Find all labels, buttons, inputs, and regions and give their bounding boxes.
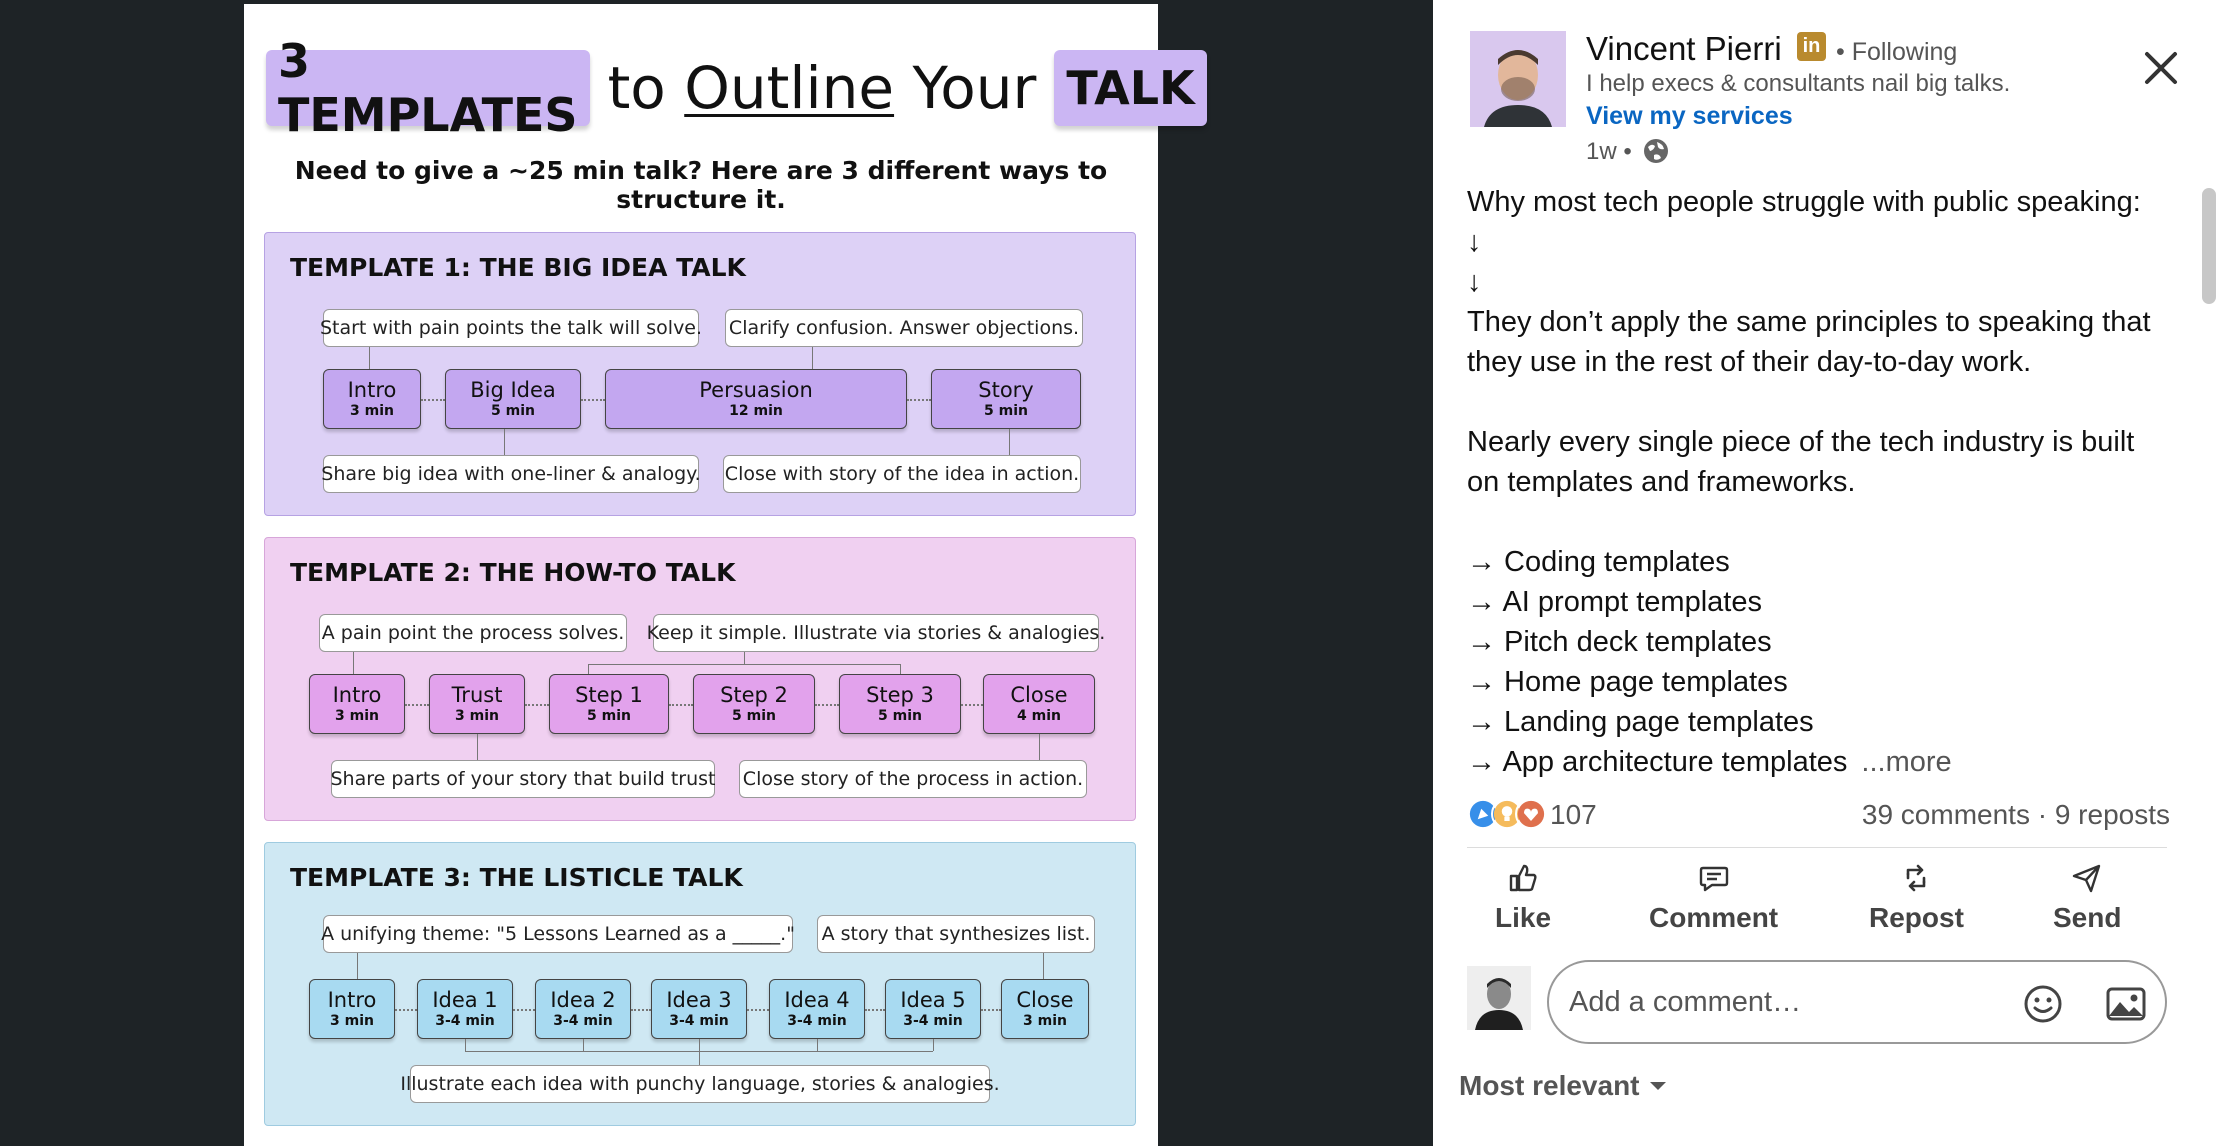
bottom-note: Close story of the process in action. bbox=[739, 760, 1087, 798]
connector bbox=[1009, 429, 1010, 455]
bottom-note: Close with story of the idea in action. bbox=[723, 455, 1081, 493]
divider bbox=[1467, 847, 2167, 848]
segment-time: 5 min bbox=[732, 708, 776, 724]
segment-name: Idea 2 bbox=[550, 988, 616, 1012]
post-line: ↓ bbox=[1467, 266, 1482, 298]
connector bbox=[477, 734, 478, 760]
segment-name: Story bbox=[978, 378, 1034, 402]
post-line: Nearly every single piece of the tech industry is built bbox=[1467, 426, 2135, 458]
post-line: → AI prompt templates bbox=[1467, 586, 1762, 618]
segment-time: 3 min bbox=[1023, 1013, 1067, 1029]
segment-box bbox=[839, 674, 961, 734]
segment-name: Step 2 bbox=[720, 683, 788, 707]
comment-sort-dropdown[interactable] bbox=[1459, 1070, 1668, 1102]
linkedin-premium-icon: in bbox=[1797, 32, 1826, 61]
see-more-link[interactable]: ...more bbox=[1861, 746, 1952, 778]
segment-box bbox=[651, 979, 747, 1039]
image-icon[interactable] bbox=[2103, 982, 2149, 1026]
send-label: Send bbox=[2053, 902, 2122, 933]
post-line bbox=[1467, 502, 2187, 542]
connector bbox=[900, 664, 901, 674]
view-services-link[interactable]: View my services bbox=[1586, 102, 1793, 130]
title-outline: Outline bbox=[684, 54, 895, 122]
segment-time: 3 min bbox=[455, 708, 499, 724]
bottom-note: Illustrate each idea with punchy language, stories & analogies. bbox=[410, 1065, 990, 1103]
segment-box bbox=[445, 369, 581, 429]
like-icon bbox=[1507, 862, 1539, 894]
title-to: to bbox=[607, 54, 685, 122]
repost-label: Repost bbox=[1869, 902, 1964, 933]
dotted-link bbox=[907, 399, 931, 401]
infographic-subtitle: Need to give a ~25 min talk? Here are 3 different ways to structure it. bbox=[294, 156, 1108, 214]
comments-reposts-count[interactable]: 39 comments · 9 reposts bbox=[1861, 799, 2170, 830]
connector bbox=[353, 652, 354, 674]
love-icon bbox=[1515, 798, 1547, 830]
dotted-link bbox=[513, 1009, 535, 1011]
segment-time: 5 min bbox=[491, 403, 535, 419]
connector bbox=[933, 1039, 934, 1051]
dotted-link bbox=[961, 704, 983, 706]
post-line: Why most tech people struggle with public speaking: bbox=[1467, 186, 2141, 218]
connector bbox=[465, 1039, 466, 1051]
title-middle-text bbox=[590, 54, 1055, 122]
post-line bbox=[1467, 382, 2187, 422]
segment-box bbox=[605, 369, 907, 429]
scrollbar-thumb[interactable] bbox=[2202, 188, 2216, 304]
author-headline: I help execs & consultants nail big talks. bbox=[1586, 70, 2011, 97]
post-image[interactable] bbox=[244, 4, 1195, 1146]
segment-box bbox=[983, 674, 1095, 734]
segment-box bbox=[1001, 979, 1089, 1039]
connector bbox=[369, 347, 370, 369]
reactions-summary[interactable] bbox=[1467, 796, 1539, 832]
template-3-panel bbox=[264, 842, 1136, 1126]
segment-box bbox=[429, 674, 525, 734]
title-highlight-talk: TALK bbox=[1054, 50, 1206, 126]
top-note: A story that synthesizes list. bbox=[817, 915, 1095, 953]
author-name[interactable]: Vincent Pierri bbox=[1586, 30, 1782, 67]
post-timestamp: 1w • bbox=[1586, 138, 1632, 165]
post-detail-panel bbox=[1433, 0, 2226, 1146]
segment-name: Step 3 bbox=[866, 683, 934, 707]
segment-time: 3 min bbox=[330, 1013, 374, 1029]
segment-time: 3 min bbox=[335, 708, 379, 724]
bottom-note: Share parts of your story that build trust bbox=[331, 760, 715, 798]
connector bbox=[744, 652, 745, 664]
repost-icon bbox=[1900, 862, 1932, 894]
reaction-count[interactable]: 107 bbox=[1550, 799, 1597, 830]
dotted-link bbox=[405, 704, 429, 706]
segment-box bbox=[309, 674, 405, 734]
post-line: → Landing page templates bbox=[1467, 706, 1814, 738]
dotted-link bbox=[631, 1009, 651, 1011]
top-note: Keep it simple. Illustrate via stories & analogies. bbox=[653, 614, 1099, 652]
comment-button[interactable] bbox=[1649, 862, 1778, 942]
connector bbox=[817, 1039, 818, 1051]
segment-time: 5 min bbox=[878, 708, 922, 724]
comment-icon bbox=[1698, 862, 1730, 894]
send-icon bbox=[2071, 862, 2103, 894]
post-line: ↓ bbox=[1467, 226, 1482, 258]
segment-box bbox=[931, 369, 1081, 429]
dotted-link bbox=[395, 1009, 417, 1011]
connector bbox=[583, 1039, 584, 1051]
segment-box bbox=[535, 979, 631, 1039]
template-2-panel bbox=[264, 537, 1136, 821]
connector bbox=[699, 1039, 700, 1065]
infographic-title bbox=[266, 34, 1195, 142]
segment-time: 3-4 min bbox=[787, 1013, 847, 1029]
bracket-line bbox=[588, 664, 901, 665]
segment-time: 3-4 min bbox=[903, 1013, 963, 1029]
connector bbox=[1039, 734, 1040, 760]
dotted-link bbox=[981, 1009, 1001, 1011]
segment-time: 4 min bbox=[1017, 708, 1061, 724]
post-line: → Pitch deck templates bbox=[1467, 626, 1772, 658]
segment-box bbox=[309, 979, 395, 1039]
author-avatar[interactable] bbox=[1470, 31, 1566, 127]
connector bbox=[357, 953, 358, 979]
post-line: they use in the rest of their day-to-day work. bbox=[1467, 346, 2032, 378]
author-avatar-image bbox=[1470, 31, 1566, 127]
connector bbox=[1043, 953, 1044, 979]
segment-box bbox=[323, 369, 421, 429]
comment-label: Comment bbox=[1649, 902, 1779, 933]
segment-name: Close bbox=[1016, 988, 1074, 1012]
segment-box bbox=[769, 979, 865, 1039]
dotted-link bbox=[421, 399, 445, 401]
bottom-note: Share big idea with one-liner & analogy. bbox=[323, 455, 699, 493]
template-title: TEMPLATE 3: THE LISTICLE TALK bbox=[290, 863, 743, 892]
dotted-link bbox=[747, 1009, 769, 1011]
post-line: They don’t apply the same principles to speaking that bbox=[1467, 306, 2151, 338]
top-note: A unifying theme: "5 Lessons Learned as a _____." bbox=[323, 915, 793, 953]
dotted-link bbox=[865, 1009, 885, 1011]
segment-time: 3-4 min bbox=[553, 1013, 613, 1029]
post-body bbox=[1467, 182, 2187, 782]
connector bbox=[812, 347, 813, 369]
dotted-link bbox=[581, 399, 605, 401]
segment-name: Idea 5 bbox=[900, 988, 966, 1012]
segment-box bbox=[693, 674, 815, 734]
connector bbox=[504, 429, 505, 455]
title-highlight-templates: 3 TEMPLATES bbox=[266, 50, 590, 126]
current-user-avatar[interactable] bbox=[1467, 966, 1531, 1030]
segment-name: Trust bbox=[451, 683, 503, 707]
send-button[interactable] bbox=[2053, 862, 2121, 942]
segment-name: Intro bbox=[327, 988, 377, 1012]
segment-name: Idea 1 bbox=[432, 988, 498, 1012]
emoji-icon[interactable] bbox=[2021, 982, 2065, 1026]
segment-name: Close bbox=[1010, 683, 1068, 707]
segment-name: Step 1 bbox=[575, 683, 643, 707]
top-note: Start with pain points the talk will solve. bbox=[323, 309, 699, 347]
template-title: TEMPLATE 1: THE BIG IDEA TALK bbox=[290, 253, 746, 282]
connector bbox=[588, 664, 589, 674]
template-1-panel bbox=[264, 232, 1136, 516]
globe-icon bbox=[1642, 137, 1670, 165]
segment-box bbox=[885, 979, 981, 1039]
repost-button[interactable] bbox=[1869, 862, 1964, 942]
caret-down-icon bbox=[1648, 1079, 1668, 1093]
top-note: Clarify confusion. Answer objections. bbox=[725, 309, 1083, 347]
like-button[interactable] bbox=[1495, 862, 1551, 942]
post-line: → App architecture templates bbox=[1467, 746, 1848, 778]
title-your: Your bbox=[894, 54, 1037, 122]
segment-name: Intro bbox=[347, 378, 397, 402]
dotted-link bbox=[669, 704, 693, 706]
segment-time: 12 min bbox=[729, 403, 783, 419]
current-user-avatar-image bbox=[1467, 966, 1531, 1030]
segment-time: 3-4 min bbox=[669, 1013, 729, 1029]
comment-box[interactable] bbox=[1547, 960, 2167, 1044]
dotted-link bbox=[525, 704, 549, 706]
segment-box bbox=[549, 674, 669, 734]
segment-name: Intro bbox=[332, 683, 382, 707]
segment-time: 5 min bbox=[984, 403, 1028, 419]
segment-name: Idea 4 bbox=[784, 988, 850, 1012]
segment-time: 3 min bbox=[350, 403, 394, 419]
follow-status: • Following bbox=[1836, 38, 1958, 66]
post-line: → Home page templates bbox=[1467, 666, 1788, 698]
segment-box bbox=[417, 979, 513, 1039]
segment-time: 5 min bbox=[587, 708, 631, 724]
segment-name: Big Idea bbox=[470, 378, 556, 402]
like-label: Like bbox=[1495, 902, 1552, 933]
segment-time: 3-4 min bbox=[435, 1013, 495, 1029]
segment-name: Persuasion bbox=[699, 378, 813, 402]
sort-label: Most relevant bbox=[1459, 1070, 1640, 1101]
top-note: A pain point the process solves. bbox=[319, 614, 627, 652]
comment-input[interactable] bbox=[1569, 978, 1999, 1026]
dotted-link bbox=[815, 704, 839, 706]
post-line: on templates and frameworks. bbox=[1467, 466, 1856, 498]
segment-name: Idea 3 bbox=[666, 988, 732, 1012]
post-line: → Coding templates bbox=[1467, 546, 1730, 578]
template-title: TEMPLATE 2: THE HOW-TO TALK bbox=[290, 558, 736, 587]
post-line-last bbox=[1467, 742, 2187, 782]
close-icon[interactable] bbox=[2139, 46, 2183, 90]
